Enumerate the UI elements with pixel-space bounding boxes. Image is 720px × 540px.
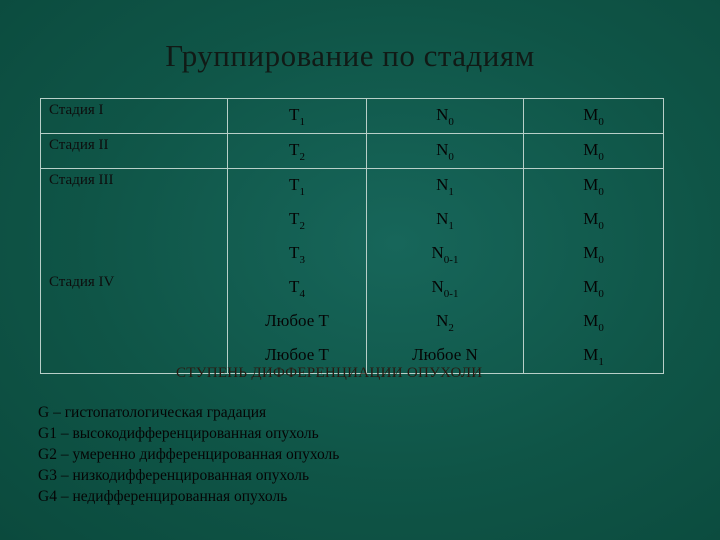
m-category-subscript: 0 <box>598 287 604 300</box>
m-category-text: M <box>583 242 599 262</box>
t-category-text: Любое T <box>265 344 329 364</box>
m-category <box>524 203 664 237</box>
stage-grouping-table <box>40 98 664 374</box>
m-category <box>524 99 664 134</box>
m-category-text: M <box>583 104 599 124</box>
t-category-subscript: 1 <box>299 115 305 128</box>
stage-label <box>41 203 228 237</box>
t-category-text: T <box>289 174 300 194</box>
stage-label <box>41 99 228 134</box>
m-category <box>524 339 664 374</box>
t-category <box>228 134 367 169</box>
stage-row <box>41 99 664 134</box>
t-category <box>228 203 367 237</box>
t-category-subscript: 2 <box>299 150 305 163</box>
n-category <box>367 169 524 204</box>
stage-row <box>41 305 664 339</box>
n-category-subscript: 0-1 <box>443 287 459 300</box>
n-category-text: N <box>436 310 449 330</box>
stage-label-text: Стадия III <box>49 172 114 188</box>
stage-label-text: Стадия IV <box>49 274 115 290</box>
n-category-text: N <box>436 104 449 124</box>
m-category <box>524 305 664 339</box>
t-category <box>228 169 367 204</box>
stage-row <box>41 271 664 305</box>
n-category <box>367 134 524 169</box>
stage-row <box>41 134 664 169</box>
slide-title: Группирование по стадиям <box>165 38 535 73</box>
grade-item: G2 – умеренно дифференцированная опухоль <box>38 446 340 463</box>
stage-label-text: Стадия II <box>49 137 109 153</box>
stage-row <box>41 203 664 237</box>
n-category-text: N <box>431 276 444 296</box>
t-category-subscript: 4 <box>299 287 305 300</box>
m-category-text: M <box>583 276 599 296</box>
n-category-subscript: 0-1 <box>443 253 459 266</box>
m-category-text: M <box>583 310 599 330</box>
m-category-subscript: 0 <box>598 115 604 128</box>
m-category <box>524 134 664 169</box>
m-category-subscript: 0 <box>598 321 604 334</box>
n-category <box>367 271 524 305</box>
m-category-text: M <box>583 344 599 364</box>
stage-row <box>41 237 664 271</box>
t-category <box>228 271 367 305</box>
m-category-text: M <box>583 208 599 228</box>
grade-item: G – гистопатологическая градация <box>38 404 267 421</box>
n-category <box>367 99 524 134</box>
m-category-subscript: 0 <box>598 253 604 266</box>
stage-label <box>41 169 228 204</box>
t-category-subscript: 2 <box>299 219 305 232</box>
grade-item: G4 – недифференцированная опухоль <box>38 488 288 505</box>
t-category <box>228 237 367 271</box>
grade-item: G1 – высокодифференцированная опухоль <box>38 425 319 442</box>
m-category-subscript: 1 <box>598 355 604 368</box>
n-category-subscript: 0 <box>448 115 454 128</box>
t-category <box>228 99 367 134</box>
n-category-subscript: 0 <box>448 150 454 163</box>
t-category-subscript: 3 <box>299 253 305 266</box>
m-category-subscript: 0 <box>598 150 604 163</box>
n-category-text: N <box>436 208 449 228</box>
m-category-text: M <box>583 139 599 159</box>
m-category-subscript: 0 <box>598 185 604 198</box>
stage-label <box>41 271 228 305</box>
m-category-text: M <box>583 174 599 194</box>
m-category-subscript: 0 <box>598 219 604 232</box>
m-category <box>524 271 664 305</box>
t-category-text: T <box>289 242 300 262</box>
n-category <box>367 305 524 339</box>
m-category <box>524 169 664 204</box>
t-category-text: Любое T <box>265 310 329 330</box>
t-category-text: T <box>289 208 300 228</box>
stage-label <box>41 305 228 339</box>
t-category-subscript: 1 <box>299 185 305 198</box>
t-category-text: T <box>289 139 300 159</box>
n-category-text: N <box>436 174 449 194</box>
stage-label-text: Стадия I <box>49 102 104 118</box>
n-category-subscript: 2 <box>448 321 454 334</box>
n-category-subscript: 1 <box>448 219 454 232</box>
n-category-text: N <box>436 139 449 159</box>
n-category <box>367 237 524 271</box>
t-category-text: T <box>289 276 300 296</box>
stage-label <box>41 134 228 169</box>
differentiation-heading: СТУПЕНЬ ДИФФЕРЕНЦИАЦИИ ОПУХОЛИ <box>176 365 483 381</box>
n-category-subscript: 1 <box>448 185 454 198</box>
t-category-text: T <box>289 104 300 124</box>
grade-list <box>38 402 339 507</box>
t-category <box>228 305 367 339</box>
n-category-text: Любое N <box>412 344 478 364</box>
n-category <box>367 203 524 237</box>
stage-label <box>41 237 228 271</box>
m-category <box>524 237 664 271</box>
grade-item: G3 – низкодифференцированная опухоль <box>38 467 310 484</box>
n-category-text: N <box>431 242 444 262</box>
stage-row <box>41 169 664 204</box>
